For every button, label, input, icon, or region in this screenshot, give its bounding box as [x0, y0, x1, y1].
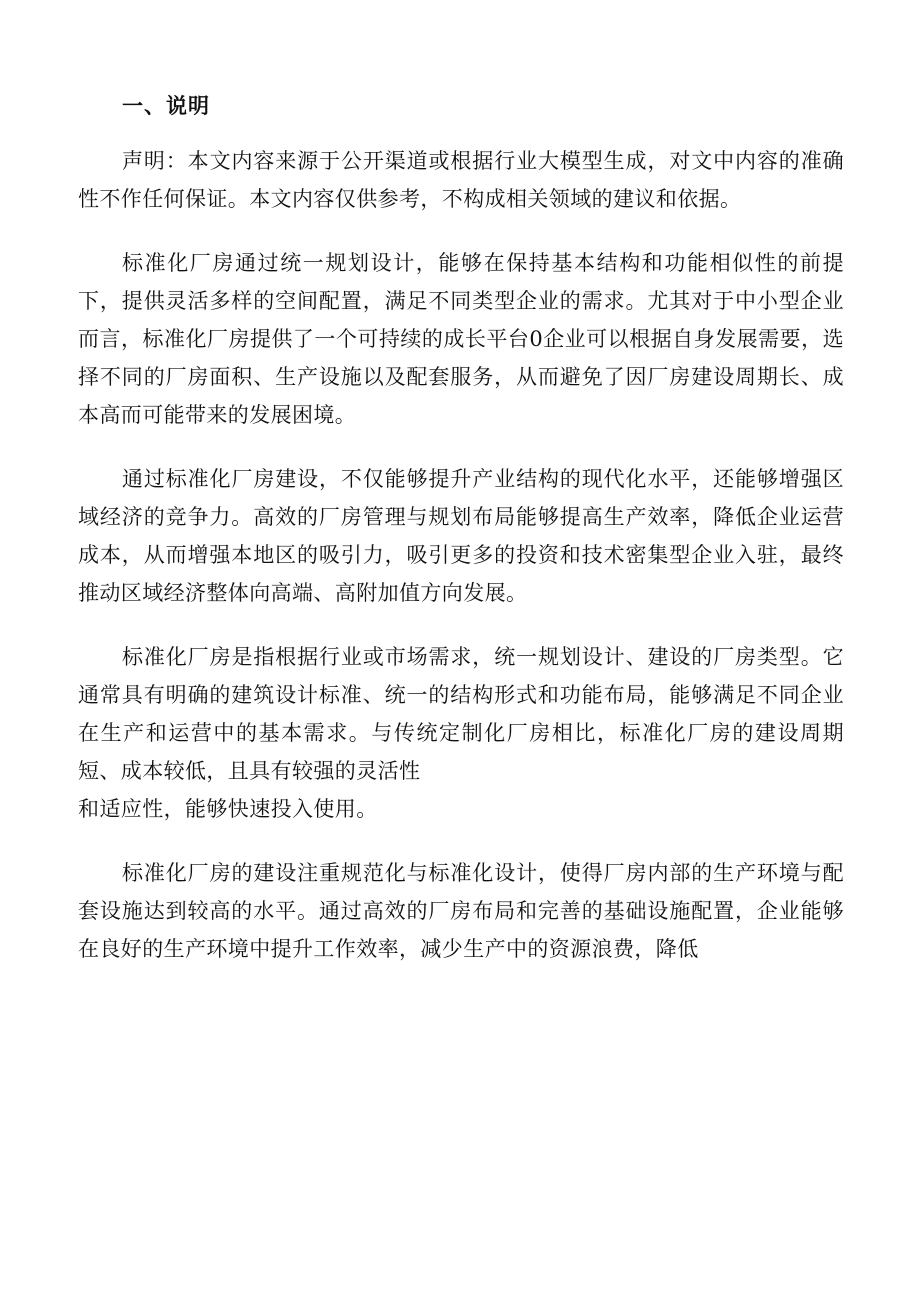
section-heading: 一、说明	[122, 94, 210, 118]
disclaimer-paragraph: 声明：本文内容来源于公开渠道或根据行业大模型生成，对文中内容的准确性不作任何保证。本文内容仅供参考，不构成相关领域的建议和依据。	[78, 149, 844, 211]
body-paragraph-3-continuation: 和适应性，能够快速投入使用。	[78, 797, 378, 821]
body-paragraph-2: 通过标准化厂房建设，不仅能够提升产业结构的现代化水平，还能够增强区域经济的竞争力。高效的厂房管理与规划布局能够提高生产效率，降低企业运营成本，从而增强本地区的吸引力，吸引更多的投资和技术密集型企业入驻，最终推动区域经济整体向高端、高附加值方向发展。	[78, 467, 844, 605]
body-paragraph-3: 标准化厂房是指根据行业或市场需求，统一规划设计、建设的厂房类型。它通常具有明确的建筑设计标准、统一的结构形式和功能布局，能够满足不同企业在生产和运营中的基本需求。与传统定制化厂房相比，标准化厂房的建设周期短、成本较低，且具有较强的灵活性	[78, 645, 844, 783]
body-paragraph-1: 标准化厂房通过统一规划设计，能够在保持基本结构和功能相似性的前提下，提供灵活多样的空间配置，满足不同类型企业的需求。尤其对于中小型企业而言，标准化厂房提供了一个可持续的成长平台0企业可以根据自身发展需要，选择不同的厂房面积、生产设施以及配套服务，从而避免了因厂房建设周期长、成本高而可能带来的发展困境。	[78, 251, 844, 427]
body-paragraph-4: 标准化厂房的建设注重规范化与标准化设计，使得厂房内部的生产环境与配套设施达到较高的水平。通过高效的厂房布局和完善的基础设施配置，企业能够在良好的生产环境中提升工作效率，减少生产中的资源浪费，降低	[78, 861, 844, 961]
